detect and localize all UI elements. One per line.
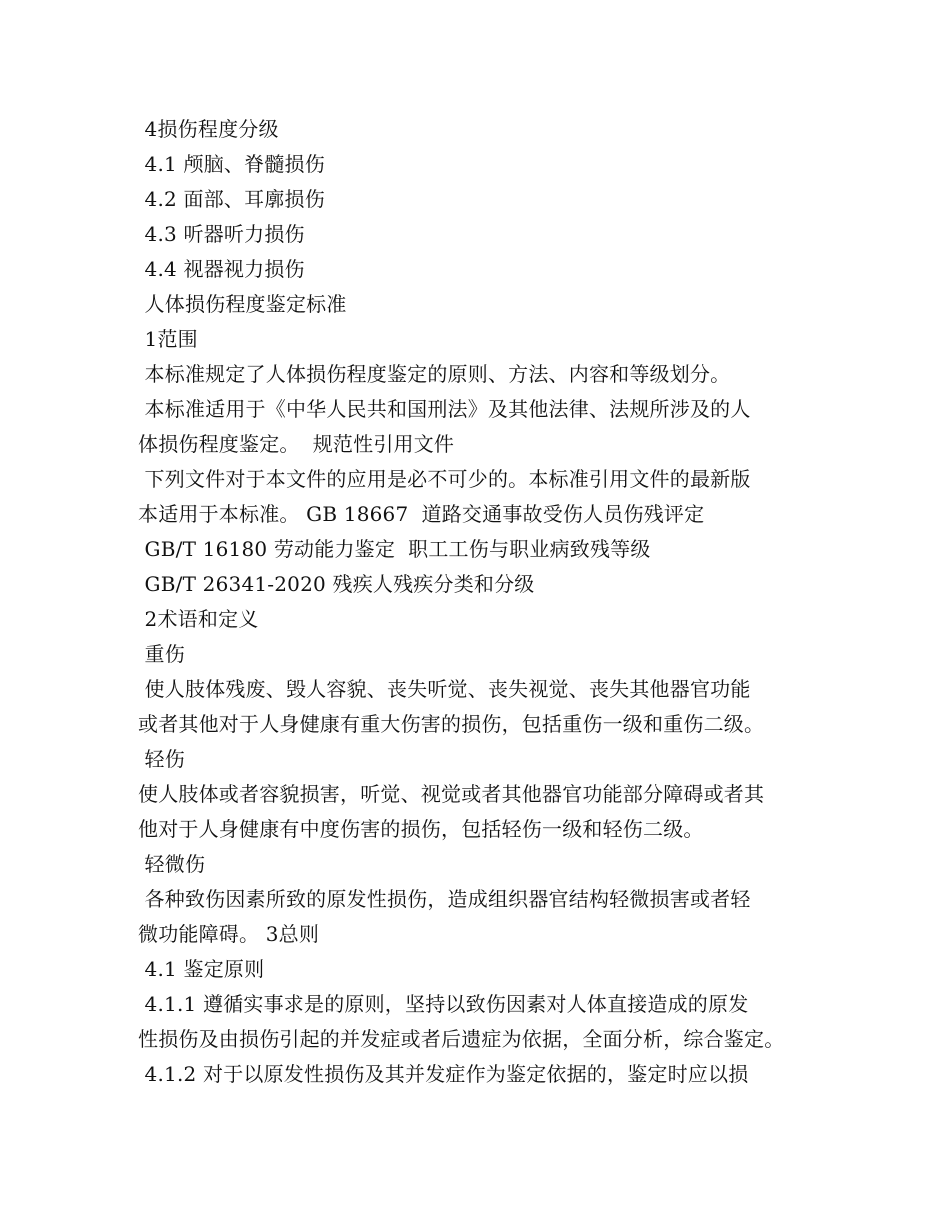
text-line: GB/T 16180 劳动能力鉴定 职工工伤与职业病致残等级: [138, 537, 651, 561]
text-line: 4.1.1 遵循实事求是的原则，坚持以致伤因素对人体直接造成的原发: [138, 992, 749, 1016]
text-line: 体损伤程度鉴定。 规范性引用文件: [138, 432, 455, 456]
text-line: 4损伤程度分级: [138, 117, 279, 141]
text-line: GB/T 26341-2020 残疾人残疾分类和分级: [138, 572, 535, 596]
text-line: 4.1 鉴定原则: [138, 957, 265, 981]
text-line: 本标准适用于《中华人民共和国刑法》及其他法律、法规所涉及的人: [138, 397, 751, 421]
text-line: 2术语和定义: [138, 607, 259, 631]
text-line: 人体损伤程度鉴定标准: [138, 292, 347, 316]
text-line: 4.4 视器视力损伤: [138, 257, 305, 281]
text-line: 4.1 颅脑、脊髓损伤: [138, 152, 325, 176]
text-line: 轻伤: [138, 747, 185, 771]
text-line: 性损伤及由损伤引起的并发症或者后遗症为依据，全面分析，综合鉴定。: [138, 1027, 785, 1051]
text-line: 微功能障碍。 3总则: [138, 922, 320, 946]
text-line: 使人肢体残废、毁人容貌、丧失听觉、丧失视觉、丧失其他器官功能: [138, 677, 751, 701]
text-line: 使人肢体或者容貌损害，听觉、视觉或者其他器官功能部分障碍或者其: [138, 782, 765, 806]
text-line: 4.2 面部、耳廓损伤: [138, 187, 325, 211]
text-line: 4.1.2 对于以原发性损伤及其并发症作为鉴定依据的，鉴定时应以损: [138, 1062, 749, 1086]
text-line: 本适用于本标准。 GB 18667 道路交通事故受伤人员伤残评定: [138, 502, 705, 526]
text-line: 下列文件对于本文件的应用是必不可少的。本标准引用文件的最新版: [138, 467, 751, 491]
text-line: 4.3 听器听力损伤: [138, 222, 305, 246]
text-line: 或者其他对于人身健康有重大伤害的损伤，包括重伤一级和重伤二级。: [138, 712, 765, 736]
text-line: 轻微伤: [138, 852, 206, 876]
text-line: 本标准规定了人体损伤程度鉴定的原则、方法、内容和等级划分。: [138, 362, 731, 386]
text-line: 各种致伤因素所致的原发性损伤，造成组织器官结构轻微损害或者轻: [138, 887, 751, 911]
document-body: [138, 112, 828, 1092]
text-line: 1范围: [138, 327, 198, 351]
text-line: 他对于人身健康有中度伤害的损伤，包括轻伤一级和轻伤二级。: [138, 817, 704, 841]
text-line: 重伤: [138, 642, 185, 666]
